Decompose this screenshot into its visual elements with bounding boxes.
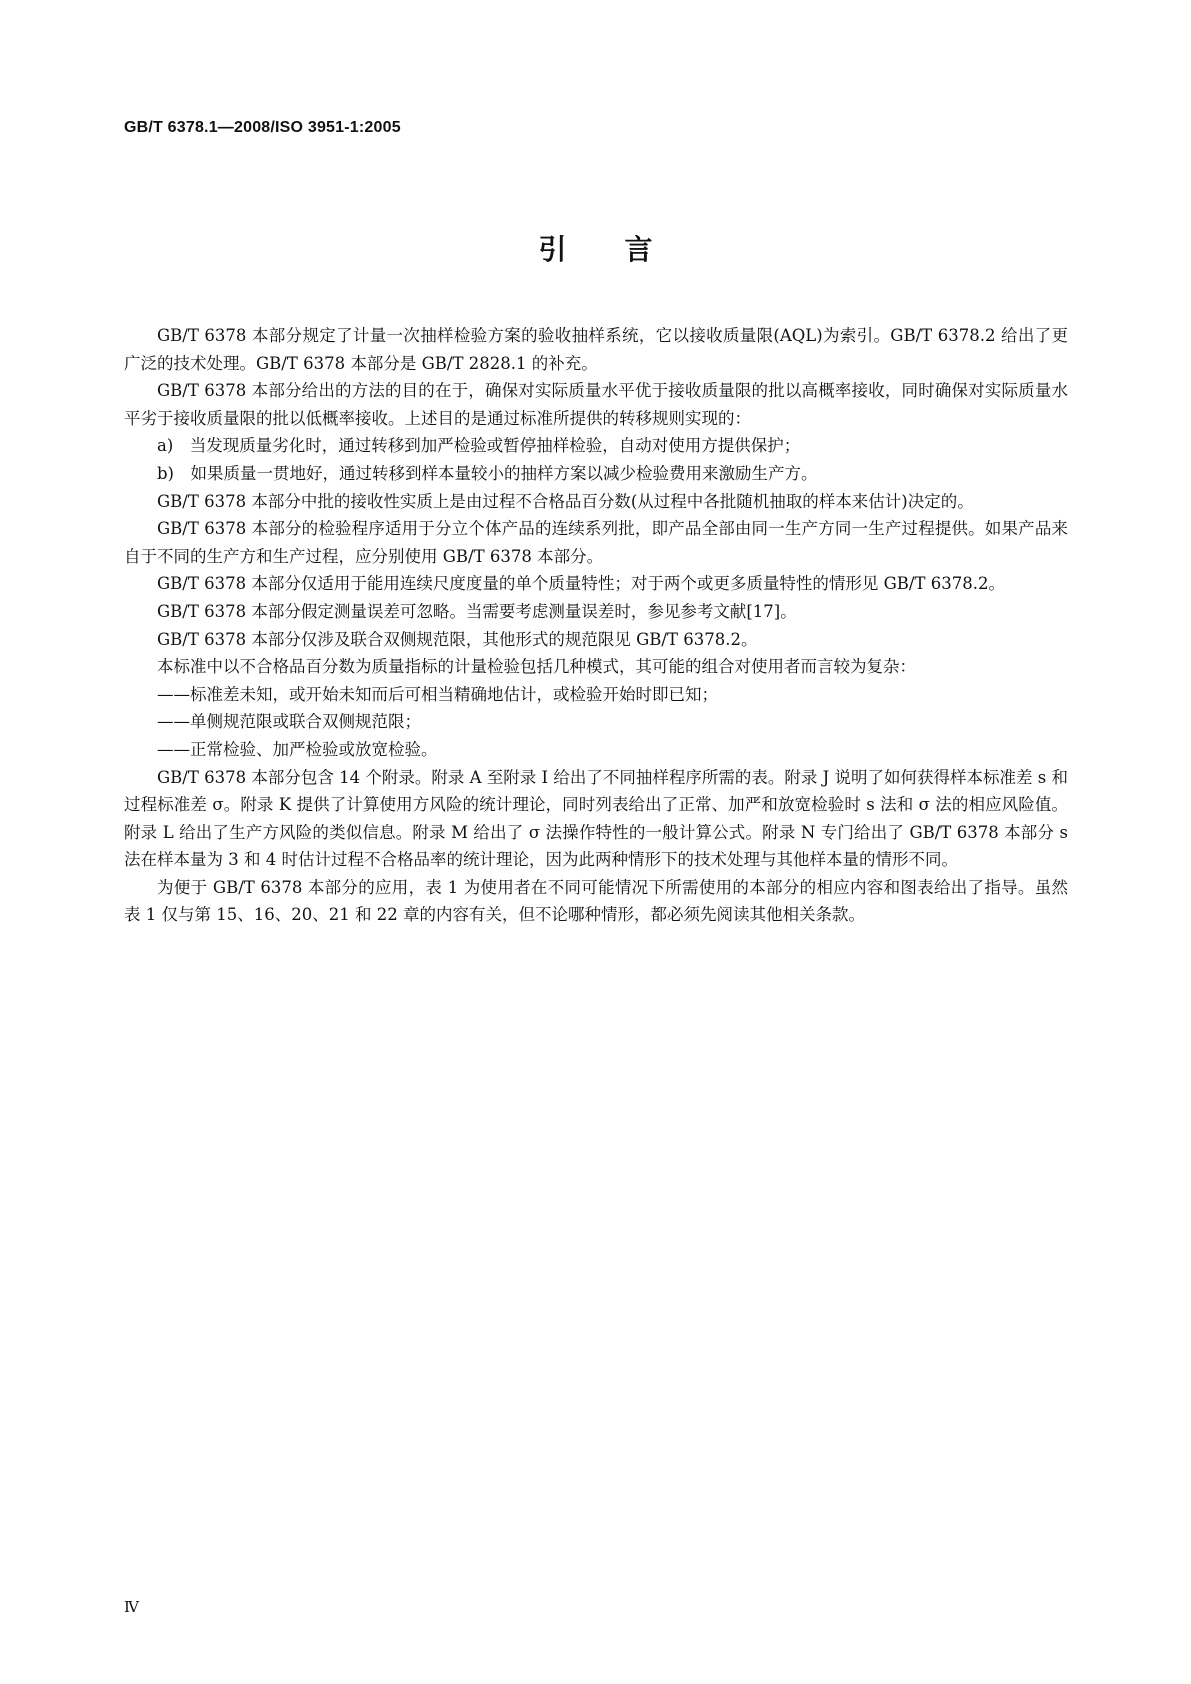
paragraph: 本标准中以不合格品百分数为质量指标的计量检验包括几种模式，其可能的组合对使用者而言较为复杂： — [157, 657, 916, 677]
document-identifier: GB/T 6378.1—2008/ISO 3951-1:2005 — [124, 119, 401, 136]
paragraph: GB/T 6378 本部分给出的方法的目的在于，确保对实际质量水平优于接收质量限的批以高概率接收，同时确保对实际质量水平劣于接收质量限的批以低概率接收。上述目的是通过标准所提供的转移规则实现的： — [124, 381, 1068, 428]
paragraph: GB/T 6378 本部分假定测量误差可忽略。当需要考虑测量误差时，参见参考文献[17]。 — [157, 601, 797, 621]
introduction-body — [124, 322, 1068, 929]
list-item-a: a) 当发现质量劣化时，通过转移到加严检验或暂停抽样检验，自动对使用方提供保护； — [157, 436, 801, 456]
dash-list-item: ——标准差未知，或开始未知而后可相当精确地估计，或检验开始时即已知； — [157, 684, 718, 704]
page-number: Ⅳ — [124, 1600, 139, 1616]
title-char-2: 言 — [624, 233, 653, 266]
paragraph: GB/T 6378 本部分的检验程序适用于分立个体产品的连续系列批，即产品全部由同一生产方同一生产过程提供。如果产品来自于不同的生产方和生产过程，应分别使用 GB/T 6378 本部分。 — [124, 519, 1068, 566]
page-title — [0, 228, 1191, 268]
paragraph: GB/T 6378 本部分仅涉及联合双侧规范限，其他形式的规范限见 GB/T 6378.2。 — [157, 629, 758, 649]
paragraph: GB/T 6378 本部分仅适用于能用连续尺度度量的单个质量特性；对于两个或更多质量特性的情形见 GB/T 6378.2。 — [157, 574, 1005, 594]
paragraph: 为便于 GB/T 6378 本部分的应用，表 1 为使用者在不同可能情况下所需使用的本部分的相应内容和图表给出了指导。虽然表 1 仅与第 15、16、20、21 和 22 章的内容有关，但不论哪种情形，都必须先阅读其他相关条款。 — [124, 877, 1068, 925]
dash-list-item: ——单侧规范限或联合双侧规范限； — [157, 712, 421, 732]
title-char-1: 引 — [538, 233, 567, 266]
paragraph: GB/T 6378 本部分包含 14 个附录。附录 A 至附录 I 给出了不同抽样程序所需的表。附录 J 说明了如何获得样本标准差 s 和过程标准差 σ。附录 K 提供了计算使用方风险的统计理论，同时列表给出了正常、加严和放宽检验时 s 法和 σ 法的相应风险值。附录 L 给出了生产方风险的类似信息。附录 M 给出了 σ 法操作特性的一般计算公式。附录 N 专门给出了 GB/T 6378 本部分 s 法在样本量为 3 和 4 时估计过程不合格品率的统计理论，因为此两种情形下的技术处理与其他样本量的情形不同。 — [124, 767, 1068, 870]
list-item-b: b) 如果质量一贯地好，通过转移到样本量较小的抽样方案以减少检验费用来激励生产方。 — [157, 463, 818, 483]
dash-list-item: ——正常检验、加严检验或放宽检验。 — [157, 739, 438, 759]
paragraph: GB/T 6378 本部分规定了计量一次抽样检验方案的验收抽样系统，它以接收质量限(AQL)为索引。GB/T 6378.2 给出了更广泛的技术处理。GB/T 6378 本部分是 GB/T 2828.1 的补充。 — [124, 326, 1068, 373]
paragraph: GB/T 6378 本部分中批的接收性实质上是由过程不合格品百分数(从过程中各批随机抽取的样本来估计)决定的。 — [157, 491, 974, 511]
